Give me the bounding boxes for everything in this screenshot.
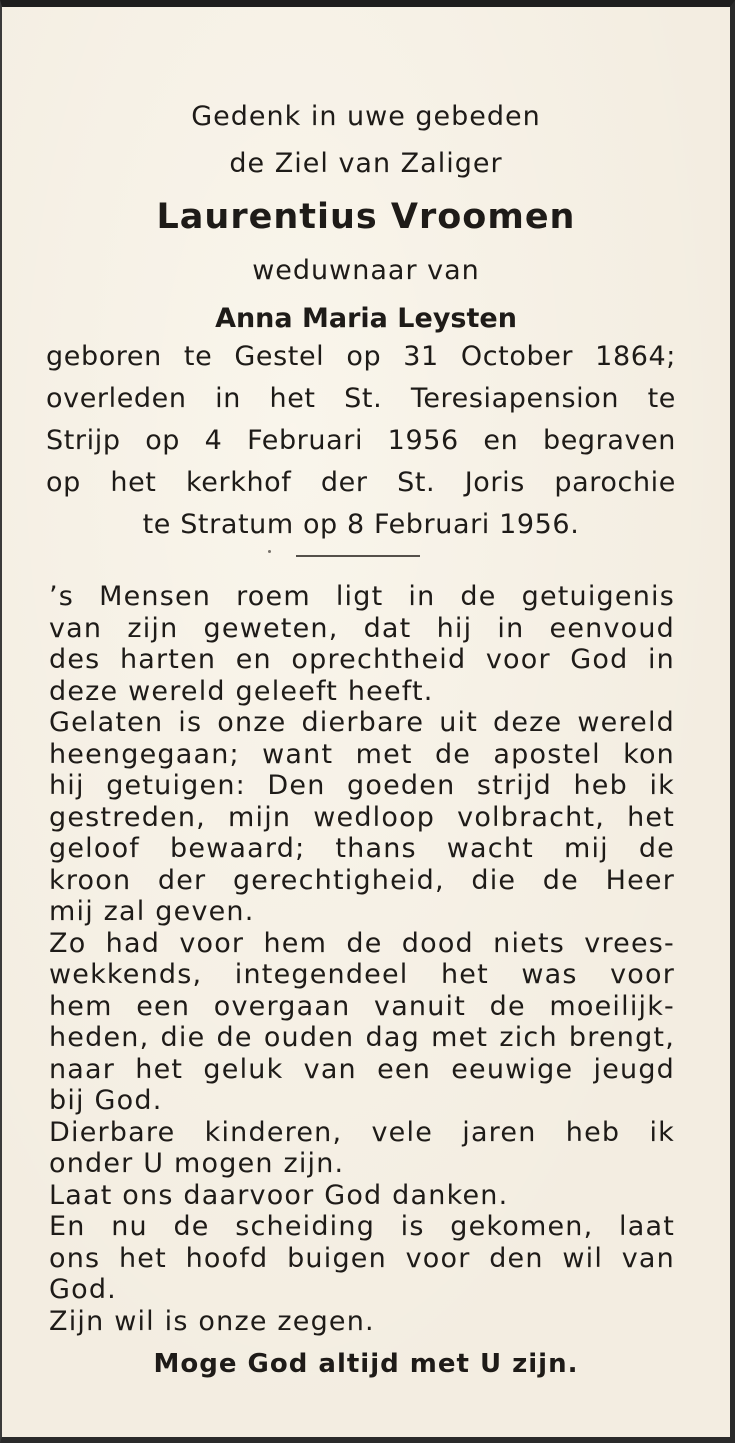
body-line: kroon der gerechtigheid, die de Heer: [49, 864, 675, 896]
invocation-line: Gedenk in uwe gebeden: [191, 101, 541, 132]
card-header: [2, 93, 730, 344]
body-line: ons het hoofd buigen voor den wil van: [49, 1242, 675, 1274]
body-line: Zo had voor hem de dood niets vrees-: [49, 927, 675, 959]
bio-line-death-date: Strijp op 4 Februari 1956 en begraven: [46, 425, 676, 456]
deceased-name: Laurentius Vroomen: [156, 197, 576, 237]
spouse-name: Anna Maria Leysten: [215, 303, 517, 334]
body-line: hem een overgaan vanuit de moeilijk-: [49, 990, 675, 1022]
body-line: Laat ons daarvoor God danken.: [49, 1179, 509, 1211]
bio-line-burial-date: te Stratum op 8 Februari 1956.: [142, 509, 580, 540]
body-line: God.: [49, 1274, 117, 1305]
relation-line: weduwnaar van: [252, 255, 480, 286]
body-line: heden, die de ouden dag met zich brengt,: [49, 1022, 675, 1053]
body-text: [49, 581, 675, 1337]
body-line: Gelaten is onze dierbare uit deze wereld: [49, 707, 675, 738]
body-line: geloof bewaard; thans wacht mij de: [49, 833, 675, 864]
body-line: wekkends, integendeel het was voor: [49, 959, 675, 990]
section-divider: [296, 555, 420, 557]
body-line: ’s Mensen roem ligt in de getuigenis: [49, 581, 675, 612]
soul-line: de Ziel van Zaliger: [229, 148, 503, 179]
body-line: heengegaan; want met de apostel kon: [49, 738, 675, 770]
biography-block: [46, 336, 676, 546]
body-line: deze wereld geleeft heeft.: [49, 675, 434, 707]
print-speck: [268, 550, 271, 553]
body-line: des harten en oprechtheid voor God in: [49, 644, 675, 675]
bio-line-cemetery: op het kerkhof der St. Joris parochie: [46, 467, 676, 498]
body-line: Zijn wil is onze zegen.: [49, 1305, 375, 1337]
bio-line-death: overleden in het St. Teresiapension te: [46, 383, 676, 414]
body-line: van zijn geweten, dat hij in eenvoud: [49, 612, 675, 644]
body-line: gestreden, mijn wedloop volbracht, het: [49, 801, 675, 833]
body-line: naar het geluk van een eeuwige jeugd: [49, 1053, 675, 1085]
body-line: onder U mogen zijn.: [49, 1148, 345, 1179]
closing-blessing: Moge God altijd met U zijn.: [153, 1349, 579, 1379]
body-line: mij zal geven.: [49, 896, 255, 927]
body-line: Dierbare kinderen, vele jaren heb ik: [49, 1116, 675, 1148]
bio-line-birth: geboren te Gestel op 31 October 1864;: [46, 341, 676, 372]
body-line: hij getuigen: Den goeden strijd heb ik: [49, 770, 675, 801]
body-line: bij God.: [49, 1085, 163, 1116]
body-line: En nu de scheiding is gekomen, laat: [49, 1211, 675, 1242]
